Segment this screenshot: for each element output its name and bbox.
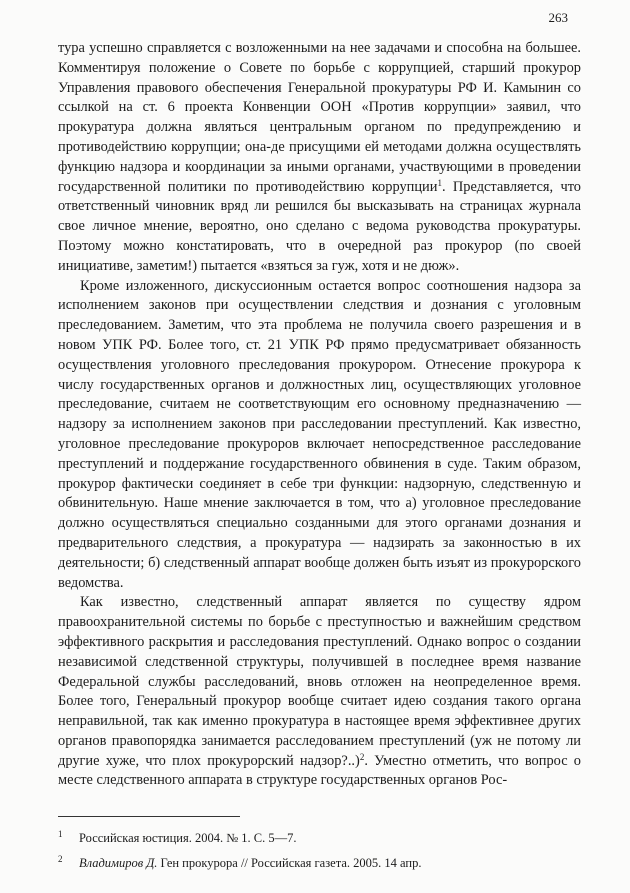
footnote-number: 2 — [58, 854, 63, 864]
footnote-ref: 2 — [359, 751, 365, 762]
footnote — [58, 830, 581, 846]
body-text — [58, 39, 581, 791]
footnote-text: Российская юстиция. 2004. № 1. С. 5—7. — [79, 831, 297, 845]
paragraph-text: Как известно, следственный аппарат является по существу ядром правоохранительной системы по борьбе с преступностью и важнейшим средством эффективного раскрытия и расследования преступлений. Однако вопрос о создании независимой следственной структуры, получившей в последнее время название Федеральной службы расследований, вновь отложен на неопределенное время. Более того, Генеральный прокурор вообще считает идею создания такого органа неправильной, так как именно прокуратура в настоящее время эффективнее других органов правопорядка занимается расследованием преступлений (уж не потому ли другие хуже, что плох прокурорский надзор?..) — [58, 594, 581, 769]
paragraph-text: тура успешно справляется с возложенными на нее задачами и способна на большее. Комментируя положение о Совете по борьбе с коррупцией, старший прокурор Управления правового обеспечения Генеральной прокуратуры РФ И. Камынин со ссылкой на ст. 6 проекта Конвенции ООН «Против коррупции» заявил, что прокуратура должна являться центральным органом по предупреждению и противодействию коррупции; она-де присущими ей методами должна осуществлять функцию надзора и координации за иными органами, участвующими в проведении государственной политики по противодействию коррупции — [58, 40, 581, 195]
paragraph — [58, 39, 581, 277]
footnote-number: 1 — [58, 829, 63, 839]
footnote — [58, 855, 581, 871]
footnote-text: Ген прокурора // Российская газета. 2005. 14 апр. — [157, 856, 422, 870]
paragraph — [58, 593, 581, 791]
footnote-ref: 1 — [437, 177, 442, 188]
footnotes — [58, 830, 581, 880]
page-number: 263 — [548, 10, 568, 25]
footnote-divider — [58, 816, 240, 817]
paragraph-text-tail: . Уместно отметить, что вопрос о месте следственного аппарата в структуре государственных органов Рос- — [58, 752, 582, 789]
paragraph-text: Кроме изложенного, дискуссионным остается вопрос соотношения надзора за исполнением законов при осуществлении следствия и дознания с уголовным преследованием. Заметим, что эта проблема не получила своего разрешения и в новом УПК РФ. Более того, ст. 21 УПК РФ прямо предусматривает обязанность осуществления уголовного преследования прокурором. Отнесение прокурора к числу государственных органов и должностных лиц, осуществляющих уголовное преследование, считаем не соответствующим его основному предназначению — надзору за исполнением законов при расследовании преступлений. Как известно, уголовное преследование прокуроров включает непосредственное расследование преступлений и поддержание государственного обвинения в суде. Таким образом, прокурор фактически соединяет в себе три функции: надзорную, следственную и обвинительную. Наше мнение заключается в том, что а) уголовное преследование должно осуществляться специально созданными для этого органами дознания и предварительного следствия, а прокуратура — надзирать за законностью в их деятельности; б) следственный аппарат вообще должен быть изъят из прокурорского ведомства. — [58, 277, 581, 591]
paragraph — [58, 277, 581, 594]
footnote-author: Владимиров Д. — [79, 856, 158, 870]
paragraph-text-tail: . Представляется, что ответственный чиновник вряд ли решился бы высказывать на страницах журнала свое личное мнение, вероятно, оно сделано с ведома руководства прокуратуры. Поэтому можно констатировать, что в очередной раз прокурор (по своей инициативе, заметим!) пытается «взяться за гуж, хотя и не дюж». — [58, 178, 581, 274]
